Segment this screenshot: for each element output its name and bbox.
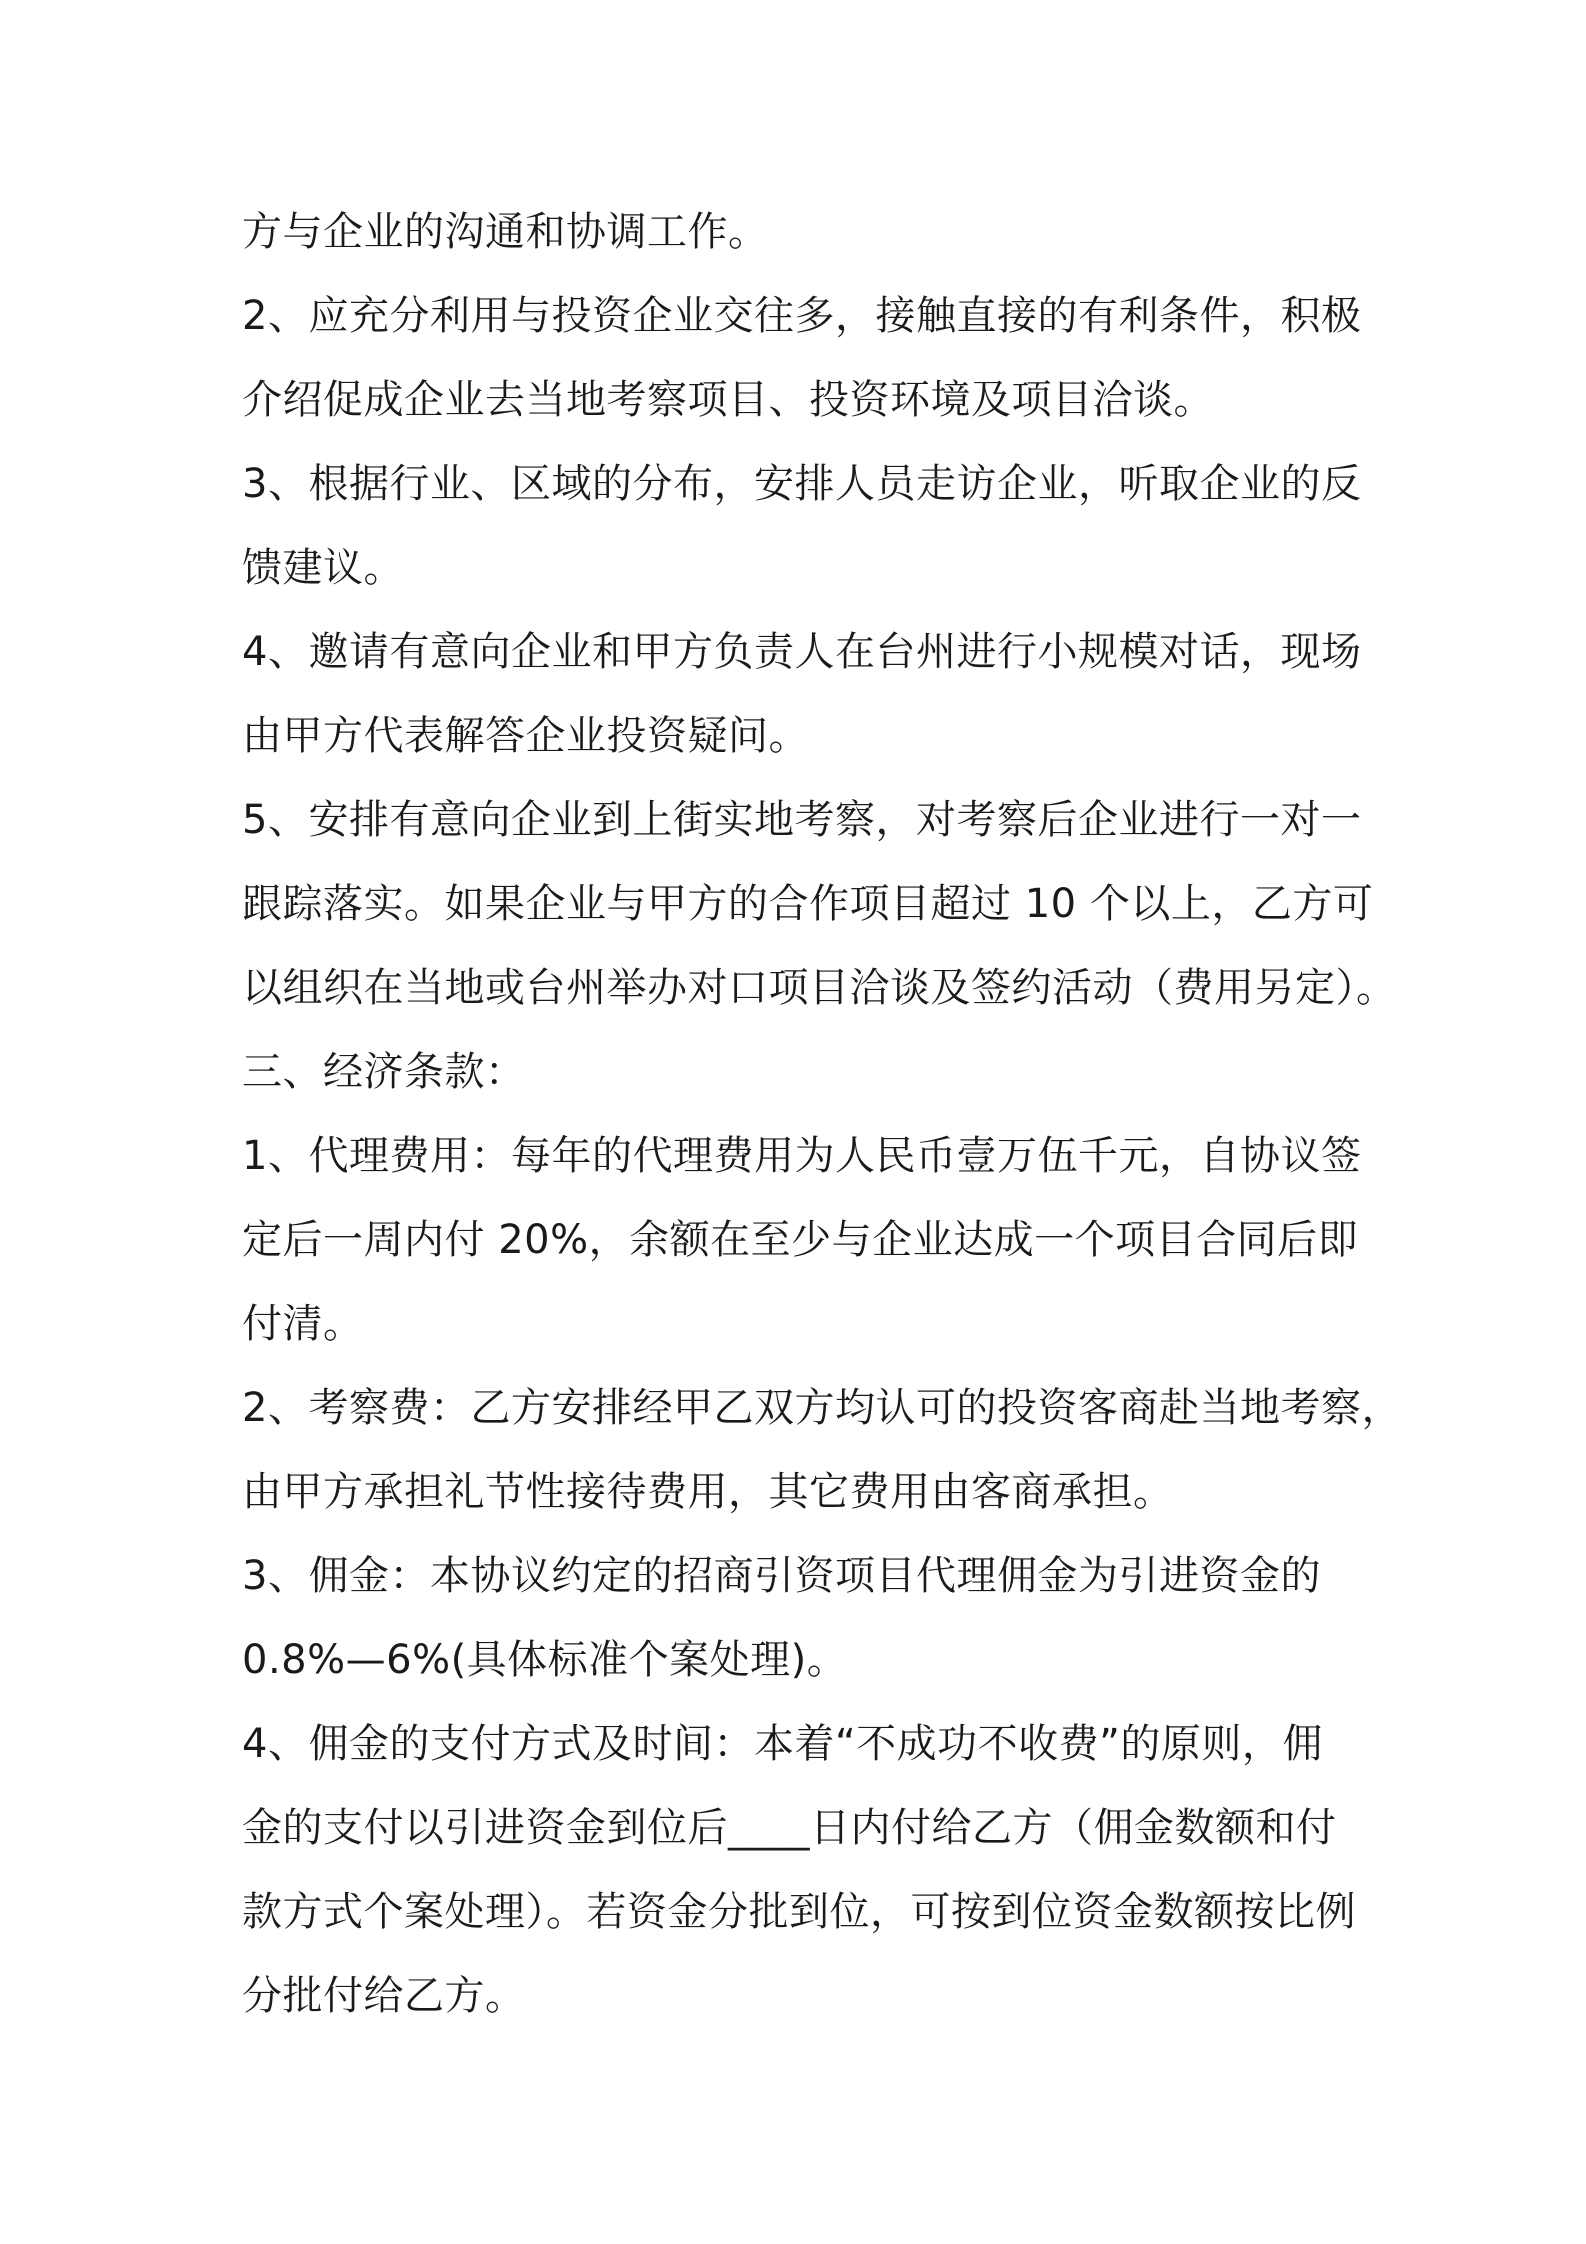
text-line: 0.8%—6%(具体标准个案处理)。 [242,1637,848,1683]
text-line: 介绍促成企业去当地考察项目、投资环境及项目洽谈。 [242,377,1214,423]
text-line: 2、考察费：乙方安排经甲乙双方均认可的投资客商赴当地考察， [242,1385,1402,1431]
text-line: 由甲方承担礼节性接待费用，其它费用由客商承担。 [242,1469,1174,1515]
text-line: 4、佣金的支付方式及时间：本着“不成功不收费”的原则，佣 [242,1721,1323,1767]
text-line: 5、安排有意向企业到上街实地考察，对考察后企业进行一对一 [242,797,1362,843]
text-line: 1、代理费用：每年的代理费用为人民币壹万伍千元，自协议签 [242,1133,1362,1179]
text-line: 以组织在当地或台州举办对口项目洽谈及签约活动（费用另定）。 [242,965,1397,1011]
text-line: 2、应充分利用与投资企业交往多，接触直接的有利条件，积极 [242,293,1362,339]
text-line: 分批付给乙方。 [242,1973,526,2019]
document-body [242,190,1402,2038]
text-line: 款方式个案处理）。若资金分批到位，可按到位资金数额按比例 [242,1889,1356,1935]
text-line: 付清。 [242,1301,364,1347]
section-heading: 三、经济条款： [242,1049,526,1095]
text-line: 馈建议。 [242,545,404,591]
text-line: 方与企业的沟通和协调工作。 [242,209,769,255]
text-line: 跟踪落实。如果企业与甲方的合作项目超过 10 个以上，乙方可 [242,881,1374,927]
text-line: 金的支付以引进资金到位后____日内付给乙方（佣金数额和付 [242,1805,1337,1851]
text-line: 定后一周内付 20%，余额在至少与企业达成一个项目合同后即 [242,1217,1359,1263]
text-line: 3、根据行业、区域的分布，安排人员走访企业，听取企业的反 [242,461,1362,507]
text-line: 4、邀请有意向企业和甲方负责人在台州进行小规模对话，现场 [242,629,1362,675]
text-line: 由甲方代表解答企业投资疑问。 [242,713,809,759]
text-line: 3、佣金：本协议约定的招商引资项目代理佣金为引进资金的 [242,1553,1321,1599]
